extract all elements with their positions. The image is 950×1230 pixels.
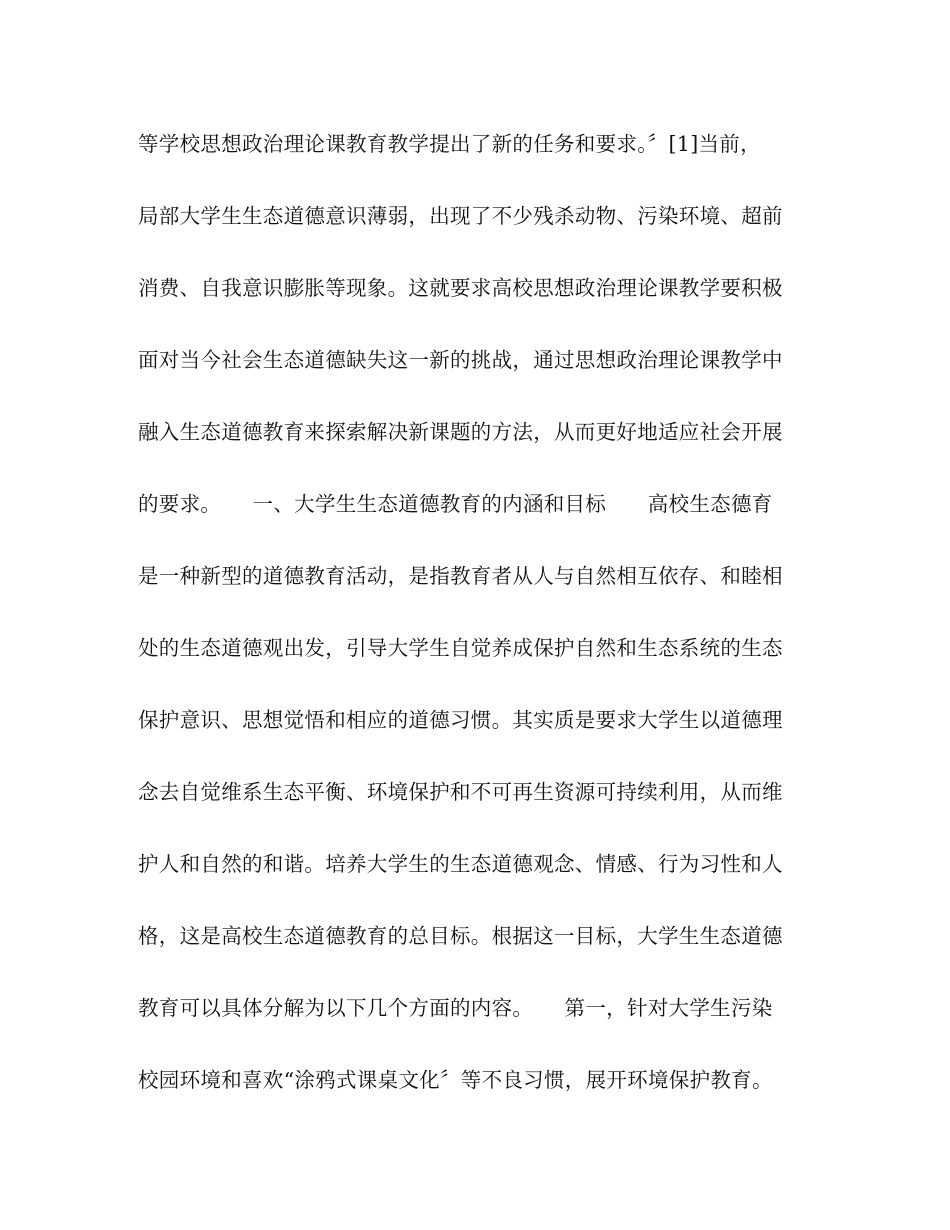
- text-line: 面对当今社会生态道德缺失这一新的挑战，通过思想政治理论课教学中: [138, 348, 783, 372]
- text-line: 念去自觉维系生态平衡、环境保护和不可再生资源可持续利用，从而维: [138, 780, 783, 804]
- text-line: 教育可以具体分解为以下几个方面的内容。 第一，针对大学生污染: [138, 996, 773, 1020]
- text-line: 融入生态道德教育来探索解决新课题的方法，从而更好地适应社会开展: [138, 420, 783, 444]
- text-line: 局部大学生生态道德意识薄弱，出现了不少残杀动物、污染环境、超前: [138, 204, 783, 228]
- text-line: 消费、自我意识膨胀等现象。这就要求高校思想政治理论课教学要积极: [138, 276, 783, 300]
- text-line: 处的生态道德观出发，引导大学生自觉养成保护自然和生态系统的生态: [138, 636, 783, 660]
- text-line: 的要求。 一、大学生生态道德教育的内涵和目标 高校生态德育: [138, 492, 773, 516]
- text-line: 格，这是高校生态道德教育的总目标。根据这一目标，大学生生态道德: [138, 924, 783, 948]
- text-line: 保护意识、思想觉悟和相应的道德习惯。其实质是要求大学生以道德理: [138, 708, 783, 732]
- text-line: 校园环境和喜欢“涂鸦式课桌文化〞等不良习惯，展开环境保护教育。: [138, 1068, 773, 1092]
- text-line: 等学校思想政治理论课教育教学提出了新的任务和要求。〞[1]当前，: [138, 132, 761, 156]
- text-line: 是一种新型的道德教育活动，是指教育者从人与自然相互依存、和睦相: [138, 564, 783, 588]
- text-line: 护人和自然的和谐。培养大学生的生态道德观念、情感、行为习性和人: [138, 852, 783, 876]
